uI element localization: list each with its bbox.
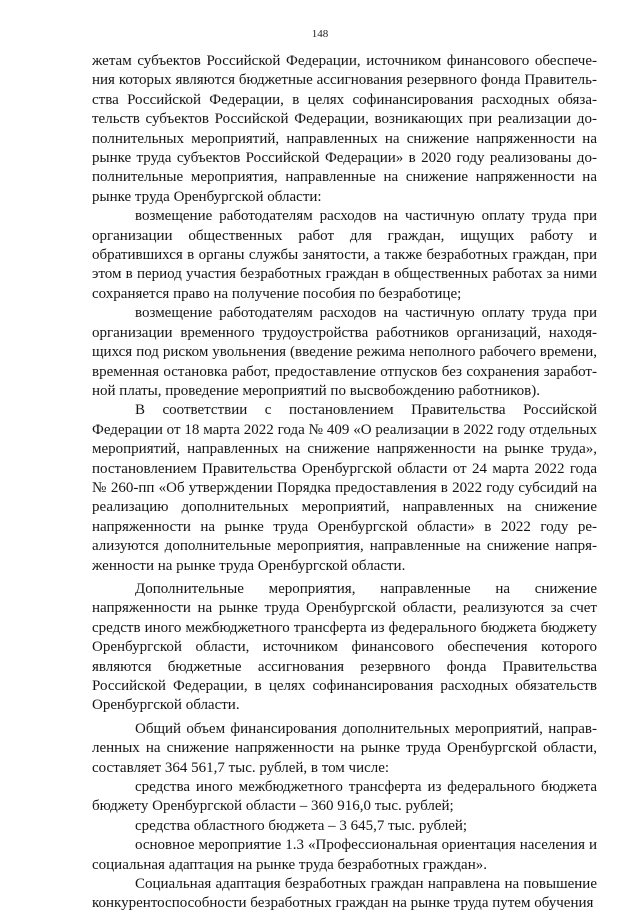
paragraph-temporary-employment-compensation: возмещение работодателям расходов на частичную оплату труда при организации временного трудоустройства работников организаций, находящихся под риском увольнения (введение режима неполного рабочего времени, временная остановка работ, предоставление отпусков без сохранения заработной платы, проведение мероприятий по высвобождению работников). [92, 305, 597, 399]
paragraph-social-adaptation: Социальная адаптация безработных граждан направлена на повышение конкурентоспособности безработных граждан на рынке труда путем обучения [92, 876, 597, 912]
document-body [92, 52, 597, 914]
paragraph-regional-budget: средства областного бюджета – 3 645,7 тыс. рублей; [135, 817, 468, 834]
paragraph-funding-sources: Дополнительные мероприятия, направленные на снижение напряженности на рынке труда Оренбургской области, реализуются за счет средств иного межбюджетного трансферта из федерального бюджета бюджету Оренбургской области, источником финансового обеспечения которого являются бюджетные ассигнования резервного фонда Правительства Российской Федерации, в целях софинансирования расходных обязательств Оренбургской области. [92, 580, 597, 714]
paragraph-main-measure: основное мероприятие 1.3 «Профессиональная ориентация населения и социальная адаптация на рынке труда безработных граждан». [92, 837, 597, 873]
page-number: 148 [311, 28, 329, 40]
paragraph-total-funding: Общий объем финансирования дополнительных мероприятий, направленных на снижение напряженности на рынке труда Оренбургской области, составляет 364 561,7 тыс. рублей, в том числе: [92, 720, 597, 776]
paragraph-continuation: жетам субъектов Российской Федерации, источником финансового обеспечения которых являются бюджетные ассигнования резервного фонда Правительства Российской Федерации, в целях софинансирования расходных обязательств субъектов Российской Федерации, возникающих при реализации дополнительных мероприятий, направленных на снижение напряженности на рынке труда субъектов Российской Федерации» в 2020 году реализованы дополнительные мероприятия, направленные на снижение напряженности на рынке труда Оренбургской области: [92, 53, 597, 205]
paragraph-federal-transfer: средства иного межбюджетного трансферта из федерального бюджета бюджету Оренбургской области – 360 916,0 тыс. рублей; [92, 779, 597, 815]
paragraph-public-works-compensation: возмещение работодателям расходов на частичную оплату труда при организации общественных работ для граждан, ищущих работу и обратившихся в органы службы занятости, а также безработных граждан, при этом в период участия безработных граждан в общественных работах за ними сохраняется право на получение пособия по безработице; [92, 208, 597, 302]
paragraph-decree-reference: В соответствии с постановлением Правительства Российской Федерации от 18 марта 2022 года № 409 «О реализации в 2022 году отдельных мероприятий, направленных на снижение напряженности на рынке труда», постановлением Правительства Оренбургской области от 24 марта 2022 года № 260-пп «Об утверждении Порядка предоставления в 2022 году субсидий на реализацию дополнительных мероприятий, направленных на снижение напряженности на рынке труда Оренбургской области» в 2022 году реализуются дополнительные мероприятия, направленные на снижение напряженности на рынке труда Оренбургской области. [92, 402, 597, 574]
